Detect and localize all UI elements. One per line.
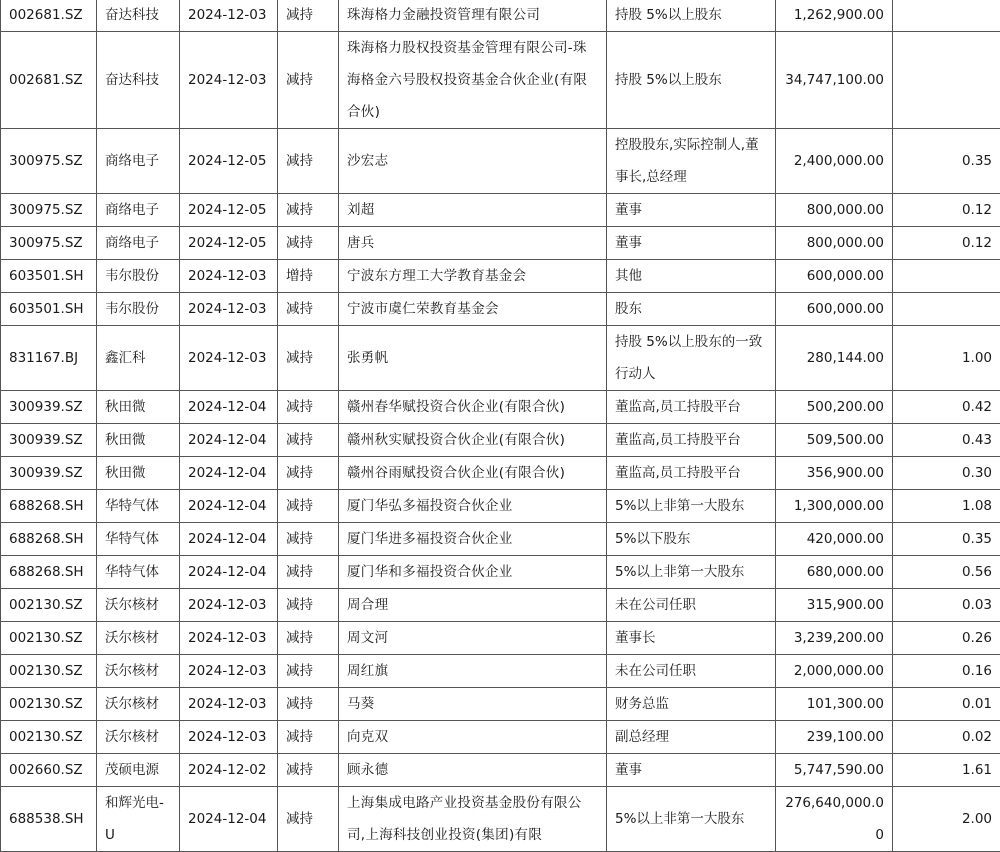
percent-cell: 0.16 (893, 655, 1000, 688)
table-row (1, 754, 1000, 787)
stock-code-cell: 002130.SZ (1, 589, 97, 622)
relation-cell: 董事长 (607, 622, 776, 655)
stock-code-cell: 300975.SZ (1, 129, 97, 194)
stock-name-cell: 韦尔股份 (97, 260, 180, 293)
action-cell: 减持 (278, 655, 339, 688)
date-cell: 2024-12-04 (180, 523, 278, 556)
holder-cell: 赣州春华赋投资合伙企业(有限合伙) (339, 391, 607, 424)
shares-cell: 101,300.00 (776, 688, 893, 721)
relation-cell: 其他 (607, 260, 776, 293)
stock-name-cell: 沃尔核材 (97, 622, 180, 655)
action-cell: 减持 (278, 194, 339, 227)
table-row (1, 490, 1000, 523)
action-cell: 减持 (278, 721, 339, 754)
shares-cell: 34,747,100.00 (776, 32, 893, 129)
holder-cell: 周文河 (339, 622, 607, 655)
action-cell: 减持 (278, 227, 339, 260)
relation-cell: 5%以下股东 (607, 523, 776, 556)
stock-name-cell: 秋田微 (97, 457, 180, 490)
stock-code-cell: 002130.SZ (1, 655, 97, 688)
table-row (1, 260, 1000, 293)
action-cell: 减持 (278, 391, 339, 424)
stock-code-cell: 300939.SZ (1, 424, 97, 457)
shares-cell: 1,262,900.00 (776, 0, 893, 32)
shares-cell: 315,900.00 (776, 589, 893, 622)
date-cell: 2024-12-03 (180, 688, 278, 721)
stock-name-cell: 韦尔股份 (97, 293, 180, 326)
stock-code-cell: 688268.SH (1, 490, 97, 523)
table-row (1, 0, 1000, 32)
stock-code-cell: 002130.SZ (1, 721, 97, 754)
date-cell: 2024-12-04 (180, 424, 278, 457)
holder-cell: 顾永德 (339, 754, 607, 787)
relation-cell: 董事 (607, 194, 776, 227)
shares-cell: 1,300,000.00 (776, 490, 893, 523)
shares-cell: 500,200.00 (776, 391, 893, 424)
action-cell: 减持 (278, 688, 339, 721)
stock-name-cell: 奋达科技 (97, 32, 180, 129)
holder-cell: 刘超 (339, 194, 607, 227)
table-row (1, 523, 1000, 556)
action-cell: 减持 (278, 129, 339, 194)
date-cell: 2024-12-04 (180, 556, 278, 589)
percent-cell: 1.00 (893, 326, 1000, 391)
relation-cell: 董监高,员工持股平台 (607, 391, 776, 424)
table-row (1, 556, 1000, 589)
holder-cell: 唐兵 (339, 227, 607, 260)
relation-cell: 未在公司任职 (607, 589, 776, 622)
table-row (1, 391, 1000, 424)
stock-code-cell: 002660.SZ (1, 754, 97, 787)
holder-cell: 宁波东方理工大学教育基金会 (339, 260, 607, 293)
percent-cell: 0.02 (893, 721, 1000, 754)
action-cell: 减持 (278, 787, 339, 852)
table-row (1, 424, 1000, 457)
date-cell: 2024-12-05 (180, 227, 278, 260)
action-cell: 增持 (278, 260, 339, 293)
table-row (1, 787, 1000, 852)
stock-name-cell: 沃尔核材 (97, 688, 180, 721)
shares-cell: 2,000,000.00 (776, 655, 893, 688)
action-cell: 减持 (278, 457, 339, 490)
stock-name-cell: 鑫汇科 (97, 326, 180, 391)
table-row (1, 688, 1000, 721)
stock-name-cell: 华特气体 (97, 556, 180, 589)
action-cell: 减持 (278, 622, 339, 655)
table-row (1, 293, 1000, 326)
stock-name-cell: 商络电子 (97, 194, 180, 227)
table-row (1, 655, 1000, 688)
date-cell: 2024-12-03 (180, 655, 278, 688)
holder-cell: 珠海格力金融投资管理有限公司 (339, 0, 607, 32)
stock-code-cell: 688268.SH (1, 523, 97, 556)
shares-cell: 600,000.00 (776, 260, 893, 293)
stock-code-cell: 300975.SZ (1, 194, 97, 227)
shares-cell: 800,000.00 (776, 194, 893, 227)
relation-cell: 董监高,员工持股平台 (607, 424, 776, 457)
shares-cell: 3,239,200.00 (776, 622, 893, 655)
shares-cell: 356,900.00 (776, 457, 893, 490)
date-cell: 2024-12-04 (180, 457, 278, 490)
shares-cell: 509,500.00 (776, 424, 893, 457)
holder-cell: 向克双 (339, 721, 607, 754)
holder-cell: 珠海格力股权投资基金管理有限公司-珠海格金六号股权投资基金合伙企业(有限合伙) (339, 32, 607, 129)
table-row (1, 622, 1000, 655)
table-row (1, 589, 1000, 622)
shares-cell: 680,000.00 (776, 556, 893, 589)
relation-cell: 5%以上非第一大股东 (607, 490, 776, 523)
stock-code-cell: 603501.SH (1, 293, 97, 326)
action-cell: 减持 (278, 326, 339, 391)
percent-cell: 1.61 (893, 754, 1000, 787)
shares-cell: 276,640,000.00 (776, 787, 893, 852)
relation-cell: 5%以上非第一大股东 (607, 787, 776, 852)
stock-name-cell: 商络电子 (97, 227, 180, 260)
date-cell: 2024-12-03 (180, 260, 278, 293)
stock-code-cell: 002681.SZ (1, 32, 97, 129)
stock-name-cell: 和辉光电-U (97, 787, 180, 852)
holder-cell: 厦门华进多福投资合伙企业 (339, 523, 607, 556)
date-cell: 2024-12-04 (180, 787, 278, 852)
date-cell: 2024-12-05 (180, 194, 278, 227)
holder-cell: 宁波市虞仁荣教育基金会 (339, 293, 607, 326)
stock-code-cell: 002681.SZ (1, 0, 97, 32)
relation-cell: 未在公司任职 (607, 655, 776, 688)
stock-name-cell: 秋田微 (97, 424, 180, 457)
relation-cell: 持股 5%以上股东 (607, 32, 776, 129)
stock-name-cell: 华特气体 (97, 523, 180, 556)
percent-cell (893, 32, 1000, 129)
holder-cell: 沙宏志 (339, 129, 607, 194)
date-cell: 2024-12-03 (180, 326, 278, 391)
action-cell: 减持 (278, 589, 339, 622)
stock-name-cell: 沃尔核材 (97, 655, 180, 688)
shares-cell: 239,100.00 (776, 721, 893, 754)
holder-cell: 马葵 (339, 688, 607, 721)
stock-name-cell: 秋田微 (97, 391, 180, 424)
relation-cell: 5%以上非第一大股东 (607, 556, 776, 589)
percent-cell: 0.42 (893, 391, 1000, 424)
stock-name-cell: 奋达科技 (97, 0, 180, 32)
stock-name-cell: 沃尔核材 (97, 721, 180, 754)
percent-cell: 0.12 (893, 194, 1000, 227)
stock-name-cell: 沃尔核材 (97, 589, 180, 622)
shares-cell: 420,000.00 (776, 523, 893, 556)
percent-cell: 0.43 (893, 424, 1000, 457)
percent-cell (893, 0, 1000, 32)
action-cell: 减持 (278, 754, 339, 787)
percent-cell: 0.30 (893, 457, 1000, 490)
relation-cell: 董事 (607, 227, 776, 260)
relation-cell: 持股 5%以上股东的一致行动人 (607, 326, 776, 391)
date-cell: 2024-12-05 (180, 129, 278, 194)
relation-cell: 股东 (607, 293, 776, 326)
table-row (1, 721, 1000, 754)
action-cell: 减持 (278, 0, 339, 32)
table-row (1, 227, 1000, 260)
stock-code-cell: 603501.SH (1, 260, 97, 293)
relation-cell: 副总经理 (607, 721, 776, 754)
relation-cell: 财务总监 (607, 688, 776, 721)
action-cell: 减持 (278, 424, 339, 457)
stock-code-cell: 002130.SZ (1, 622, 97, 655)
table-body (1, 0, 1000, 852)
shares-cell: 5,747,590.00 (776, 754, 893, 787)
relation-cell: 董事 (607, 754, 776, 787)
date-cell: 2024-12-03 (180, 721, 278, 754)
date-cell: 2024-12-03 (180, 622, 278, 655)
percent-cell: 0.01 (893, 688, 1000, 721)
percent-cell: 0.12 (893, 227, 1000, 260)
holder-cell: 上海集成电路产业投资基金股份有限公司,上海科技创业投资(集团)有限 (339, 787, 607, 852)
date-cell: 2024-12-04 (180, 490, 278, 523)
percent-cell: 0.03 (893, 589, 1000, 622)
shares-cell: 800,000.00 (776, 227, 893, 260)
percent-cell: 0.26 (893, 622, 1000, 655)
shares-cell: 280,144.00 (776, 326, 893, 391)
table-row (1, 194, 1000, 227)
action-cell: 减持 (278, 523, 339, 556)
holder-cell: 赣州谷雨赋投资合伙企业(有限合伙) (339, 457, 607, 490)
date-cell: 2024-12-03 (180, 32, 278, 129)
stock-code-cell: 300939.SZ (1, 457, 97, 490)
relation-cell: 控股股东,实际控制人,董事长,总经理 (607, 129, 776, 194)
stock-name-cell: 华特气体 (97, 490, 180, 523)
table-row (1, 32, 1000, 129)
percent-cell: 0.35 (893, 129, 1000, 194)
percent-cell: 0.35 (893, 523, 1000, 556)
stock-code-cell: 300939.SZ (1, 391, 97, 424)
holder-cell: 周合理 (339, 589, 607, 622)
percent-cell: 1.08 (893, 490, 1000, 523)
holder-cell: 赣州秋实赋投资合伙企业(有限合伙) (339, 424, 607, 457)
holder-cell: 张勇帆 (339, 326, 607, 391)
percent-cell: 2.00 (893, 787, 1000, 852)
percent-cell: 0.56 (893, 556, 1000, 589)
date-cell: 2024-12-03 (180, 293, 278, 326)
action-cell: 减持 (278, 32, 339, 129)
relation-cell: 持股 5%以上股东 (607, 0, 776, 32)
table-row (1, 129, 1000, 194)
table-row (1, 457, 1000, 490)
stock-name-cell: 商络电子 (97, 129, 180, 194)
holder-cell: 厦门华和多福投资合伙企业 (339, 556, 607, 589)
stock-code-cell: 688538.SH (1, 787, 97, 852)
percent-cell (893, 260, 1000, 293)
stock-code-cell: 688268.SH (1, 556, 97, 589)
date-cell: 2024-12-02 (180, 754, 278, 787)
stock-code-cell: 002130.SZ (1, 688, 97, 721)
action-cell: 减持 (278, 490, 339, 523)
date-cell: 2024-12-03 (180, 589, 278, 622)
stock-code-cell: 831167.BJ (1, 326, 97, 391)
action-cell: 减持 (278, 556, 339, 589)
table-row (1, 326, 1000, 391)
holder-cell: 厦门华弘多福投资合伙企业 (339, 490, 607, 523)
holder-cell: 周红旗 (339, 655, 607, 688)
stock-code-cell: 300975.SZ (1, 227, 97, 260)
date-cell: 2024-12-04 (180, 391, 278, 424)
date-cell: 2024-12-03 (180, 0, 278, 32)
action-cell: 减持 (278, 293, 339, 326)
stock-name-cell: 茂硕电源 (97, 754, 180, 787)
shares-cell: 2,400,000.00 (776, 129, 893, 194)
shares-cell: 600,000.00 (776, 293, 893, 326)
percent-cell (893, 293, 1000, 326)
relation-cell: 董监高,员工持股平台 (607, 457, 776, 490)
